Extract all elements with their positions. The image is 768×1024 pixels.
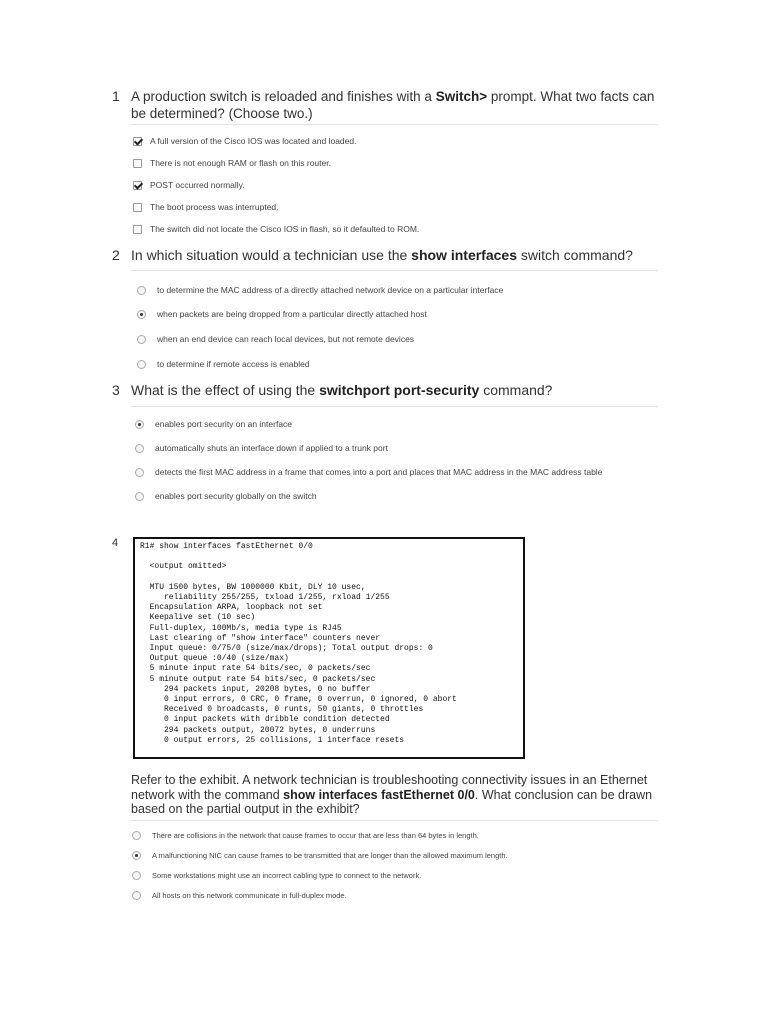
radio-button[interactable] bbox=[132, 871, 141, 880]
option[interactable]: A full version of the Cisco IOS was located and loaded. bbox=[133, 133, 356, 149]
option[interactable]: to determine if remote access is enabled bbox=[137, 356, 310, 372]
question-text: A production switch is reloaded and finishes with a Switch> prompt. What two facts can be determined? (Choose two.) bbox=[131, 89, 655, 121]
exhibit-text: R1# show interfaces fastEthernet 0/0 <output omitted> MTU 1500 bytes, BW 1000000 Kbit, DLY 10 usec, reliability 255/255, txload 1/255, rxload 1/255 Encapsulation ARPA, loopback not set Keepalive set (10 sec) Full-duplex, 100Mb/s, media type is RJ45 Last clearing of "show interface" counters never Input queue: 0/75/0 (size/max/drops); Total output drops: 0 Output queue :0/40 (size/max) 5 minute input rate 54 bits/sec, 0 packets/sec 5 minute output rate 54 bits/sec, 0 packets/sec 294 packets input, 20208 bytes, 0 no buffer 0 input errors, 0 CRC, 0 frame, 0 overrun, 0 ignored, 0 abort Received 0 broadcasts, 0 runts, 50 giants, 0 throttles 0 input packets with dribble condition detected 294 packets output, 20072 bytes, 0 underruns 0 output errors, 25 collisions, 1 interface resets bbox=[140, 542, 457, 745]
option[interactable]: A malfunctioning NIC can cause frames to be transmitted that are longer than the allowed maximum length. bbox=[132, 847, 508, 863]
question-number: 1 bbox=[112, 88, 120, 104]
radio-button[interactable] bbox=[132, 891, 141, 900]
radio-button[interactable] bbox=[137, 335, 146, 344]
checkbox[interactable] bbox=[133, 225, 142, 234]
radio-button[interactable] bbox=[137, 286, 146, 295]
question-text: Refer to the exhibit. A network technician is troubleshooting connectivity issues in an Ethernet network with the command show interfaces fastEthernet 0/0. What conclusion can be drawn based on the partial output in the exhibit? bbox=[131, 773, 653, 816]
radio-button-selected[interactable] bbox=[137, 310, 146, 319]
question-text: What is the effect of using the switchport port-security command? bbox=[131, 382, 553, 398]
radio-button-selected[interactable] bbox=[135, 420, 144, 429]
radio-button[interactable] bbox=[132, 831, 141, 840]
question-text: In which situation would a technician use the show interfaces switch command? bbox=[131, 247, 633, 263]
option[interactable]: enables port security globally on the switch bbox=[135, 488, 317, 504]
option[interactable]: when an end device can reach local devices, but not remote devices bbox=[137, 331, 414, 347]
option[interactable]: when packets are being dropped from a particular directly attached host bbox=[137, 306, 427, 322]
checkbox-checked[interactable] bbox=[133, 137, 142, 146]
option[interactable]: to determine the MAC address of a directly attached network device on a particular interface bbox=[137, 282, 503, 298]
question-number: 2 bbox=[112, 247, 120, 263]
exhibit-terminal-output bbox=[133, 537, 525, 759]
radio-button[interactable] bbox=[135, 468, 144, 477]
option[interactable]: detects the first MAC address in a frame that comes into a port and places that MAC address in the MAC address table bbox=[135, 464, 602, 480]
divider bbox=[131, 406, 658, 407]
option[interactable]: There is not enough RAM or flash on this router. bbox=[133, 155, 331, 171]
radio-button[interactable] bbox=[135, 492, 144, 501]
option[interactable]: There are collisions in the network that cause frames to occur that are less than 64 bytes in length. bbox=[132, 827, 479, 843]
radio-button-selected[interactable] bbox=[132, 851, 141, 860]
divider bbox=[131, 270, 658, 271]
option[interactable]: automatically shuts an interface down if applied to a trunk port bbox=[135, 440, 388, 456]
checkbox[interactable] bbox=[133, 203, 142, 212]
radio-button[interactable] bbox=[137, 360, 146, 369]
option[interactable]: The boot process was interrupted. bbox=[133, 199, 279, 215]
option[interactable]: POST occurred normally. bbox=[133, 177, 245, 193]
option[interactable]: The switch did not locate the Cisco IOS in flash, so it defaulted to ROM. bbox=[133, 221, 419, 237]
question-number: 3 bbox=[112, 382, 120, 398]
divider bbox=[131, 820, 658, 821]
option[interactable]: All hosts on this network communicate in full-duplex mode. bbox=[132, 887, 347, 903]
option[interactable]: Some workstations might use an incorrect cabling type to connect to the network. bbox=[132, 867, 421, 883]
checkbox[interactable] bbox=[133, 159, 142, 168]
question-number: 4 bbox=[112, 537, 119, 549]
divider bbox=[131, 124, 658, 125]
checkbox-checked[interactable] bbox=[133, 181, 142, 190]
option[interactable]: enables port security on an interface bbox=[135, 416, 292, 432]
radio-button[interactable] bbox=[135, 444, 144, 453]
